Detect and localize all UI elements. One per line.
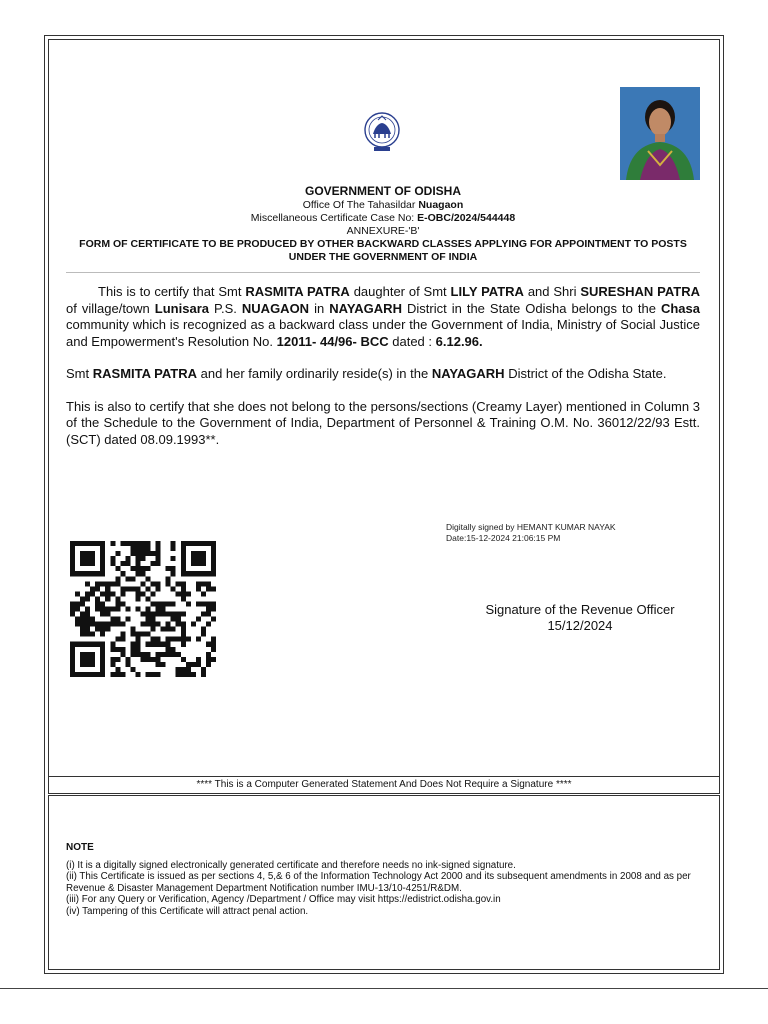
note-item: (iii) For any Query or Verification, Agency /Department / Office may visit https://edistrict.odisha.gov.in (66, 894, 501, 905)
header-divider (66, 272, 700, 273)
applicant-name-2: RASMITA PATRA (92, 366, 197, 381)
signature-label: Signature of the Revenue Officer (485, 602, 675, 617)
form-title: FORM OF CERTIFICATE TO BE PRODUCED BY OTHER BACKWARD CLASSES APPLYING FOR APPOINTMENT TO POSTS UNDER THE GOVERNMENT OF INDIA (79, 238, 687, 263)
digital-signer: Digitally signed by HEMANT KUMAR NAYAK (446, 522, 616, 532)
note-item: (i) It is a digitally signed electronically generated certificate and therefore needs no ink-signed signature. (66, 859, 516, 871)
office-line: Office Of The Tahasildar Nuagaon (302, 199, 464, 211)
page-bottom-rule (0, 988, 768, 989)
odisha-emblem-icon (362, 110, 402, 154)
annexure-label: ANNEXURE-'B' (346, 225, 420, 237)
father-name: SURESHAN PATRA (580, 284, 700, 299)
police-station: NUAGAON (241, 300, 310, 316)
resolution-number: 12011- 44/96- BCC (276, 333, 389, 349)
village-name: Lunisara (154, 300, 209, 316)
signature-block (470, 602, 690, 634)
certification-paragraph: This is to certify that Smt RASMITA PATRA daughter of Smt LILY PATRA and Shri SURESHAN PATRA of village/town Lunisara P.S. NUAGAON in NAYAGARH District in the State Odisha belongs to the Chasa community which is recognized as a backward class under the Government of India, Ministry of Social Justice and Empowerment's Resolution No. 12011- 44/96- BCC dated : 6.12.96. (66, 284, 700, 349)
applicant-name: RASMITA PATRA (245, 284, 350, 299)
office-name: Nuagaon (418, 199, 464, 211)
digital-signature-stamp (446, 522, 616, 544)
community-name: Chasa (660, 300, 700, 316)
qr-code[interactable] (70, 541, 216, 677)
signature-date: 15/12/2024 (547, 618, 613, 633)
note-item: (ii) This Certificate is issued as per sections 4, 5,& 6 of the Information Technology Act 2000 and its subsequent amendments in 2008 and as per Revenue & Disaster Management Department Notification number IMU-13/10-4251/R&DM. (66, 871, 691, 894)
creamy-layer-paragraph: This is also to certify that she does not belong to the persons/sections (Creamy Layer) mentioned in Column 3 of the Schedule to the Government of India, Department of Personnel & Training O.M. No. 36012/22/93 Estt.(SCT) dated 08.09.1993**. (66, 398, 700, 447)
case-number: E-OBC/2024/544448 (417, 212, 516, 224)
note-item: (iv) Tampering of this Certificate will attract penal action. (66, 905, 309, 917)
note-title: NOTE (66, 842, 94, 853)
residence-paragraph: Smt RASMITA PATRA and her family ordinarily reside(s) in the NAYAGARH District of the Odisha State. (66, 366, 667, 381)
digital-sign-date: Date:15-12-2024 21:06:15 PM (446, 533, 561, 543)
district-name: NAYAGARH (329, 300, 402, 316)
computer-generated-statement: **** This is a Computer Generated Statement And Does Not Require a Signature **** (48, 776, 720, 794)
district-name-2: NAYAGARH (431, 366, 505, 381)
government-title: GOVERNMENT OF ODISHA (304, 184, 461, 198)
certificate-body (66, 284, 700, 464)
note-section (66, 842, 706, 917)
certificate-header (48, 184, 718, 264)
applicant-photo (620, 87, 700, 180)
case-line: Miscellaneous Certificate Case No: E-OBC/2024/544448 (250, 212, 516, 224)
mother-name: LILY PATRA (450, 284, 524, 299)
resolution-date: 6.12.96. (435, 333, 483, 349)
